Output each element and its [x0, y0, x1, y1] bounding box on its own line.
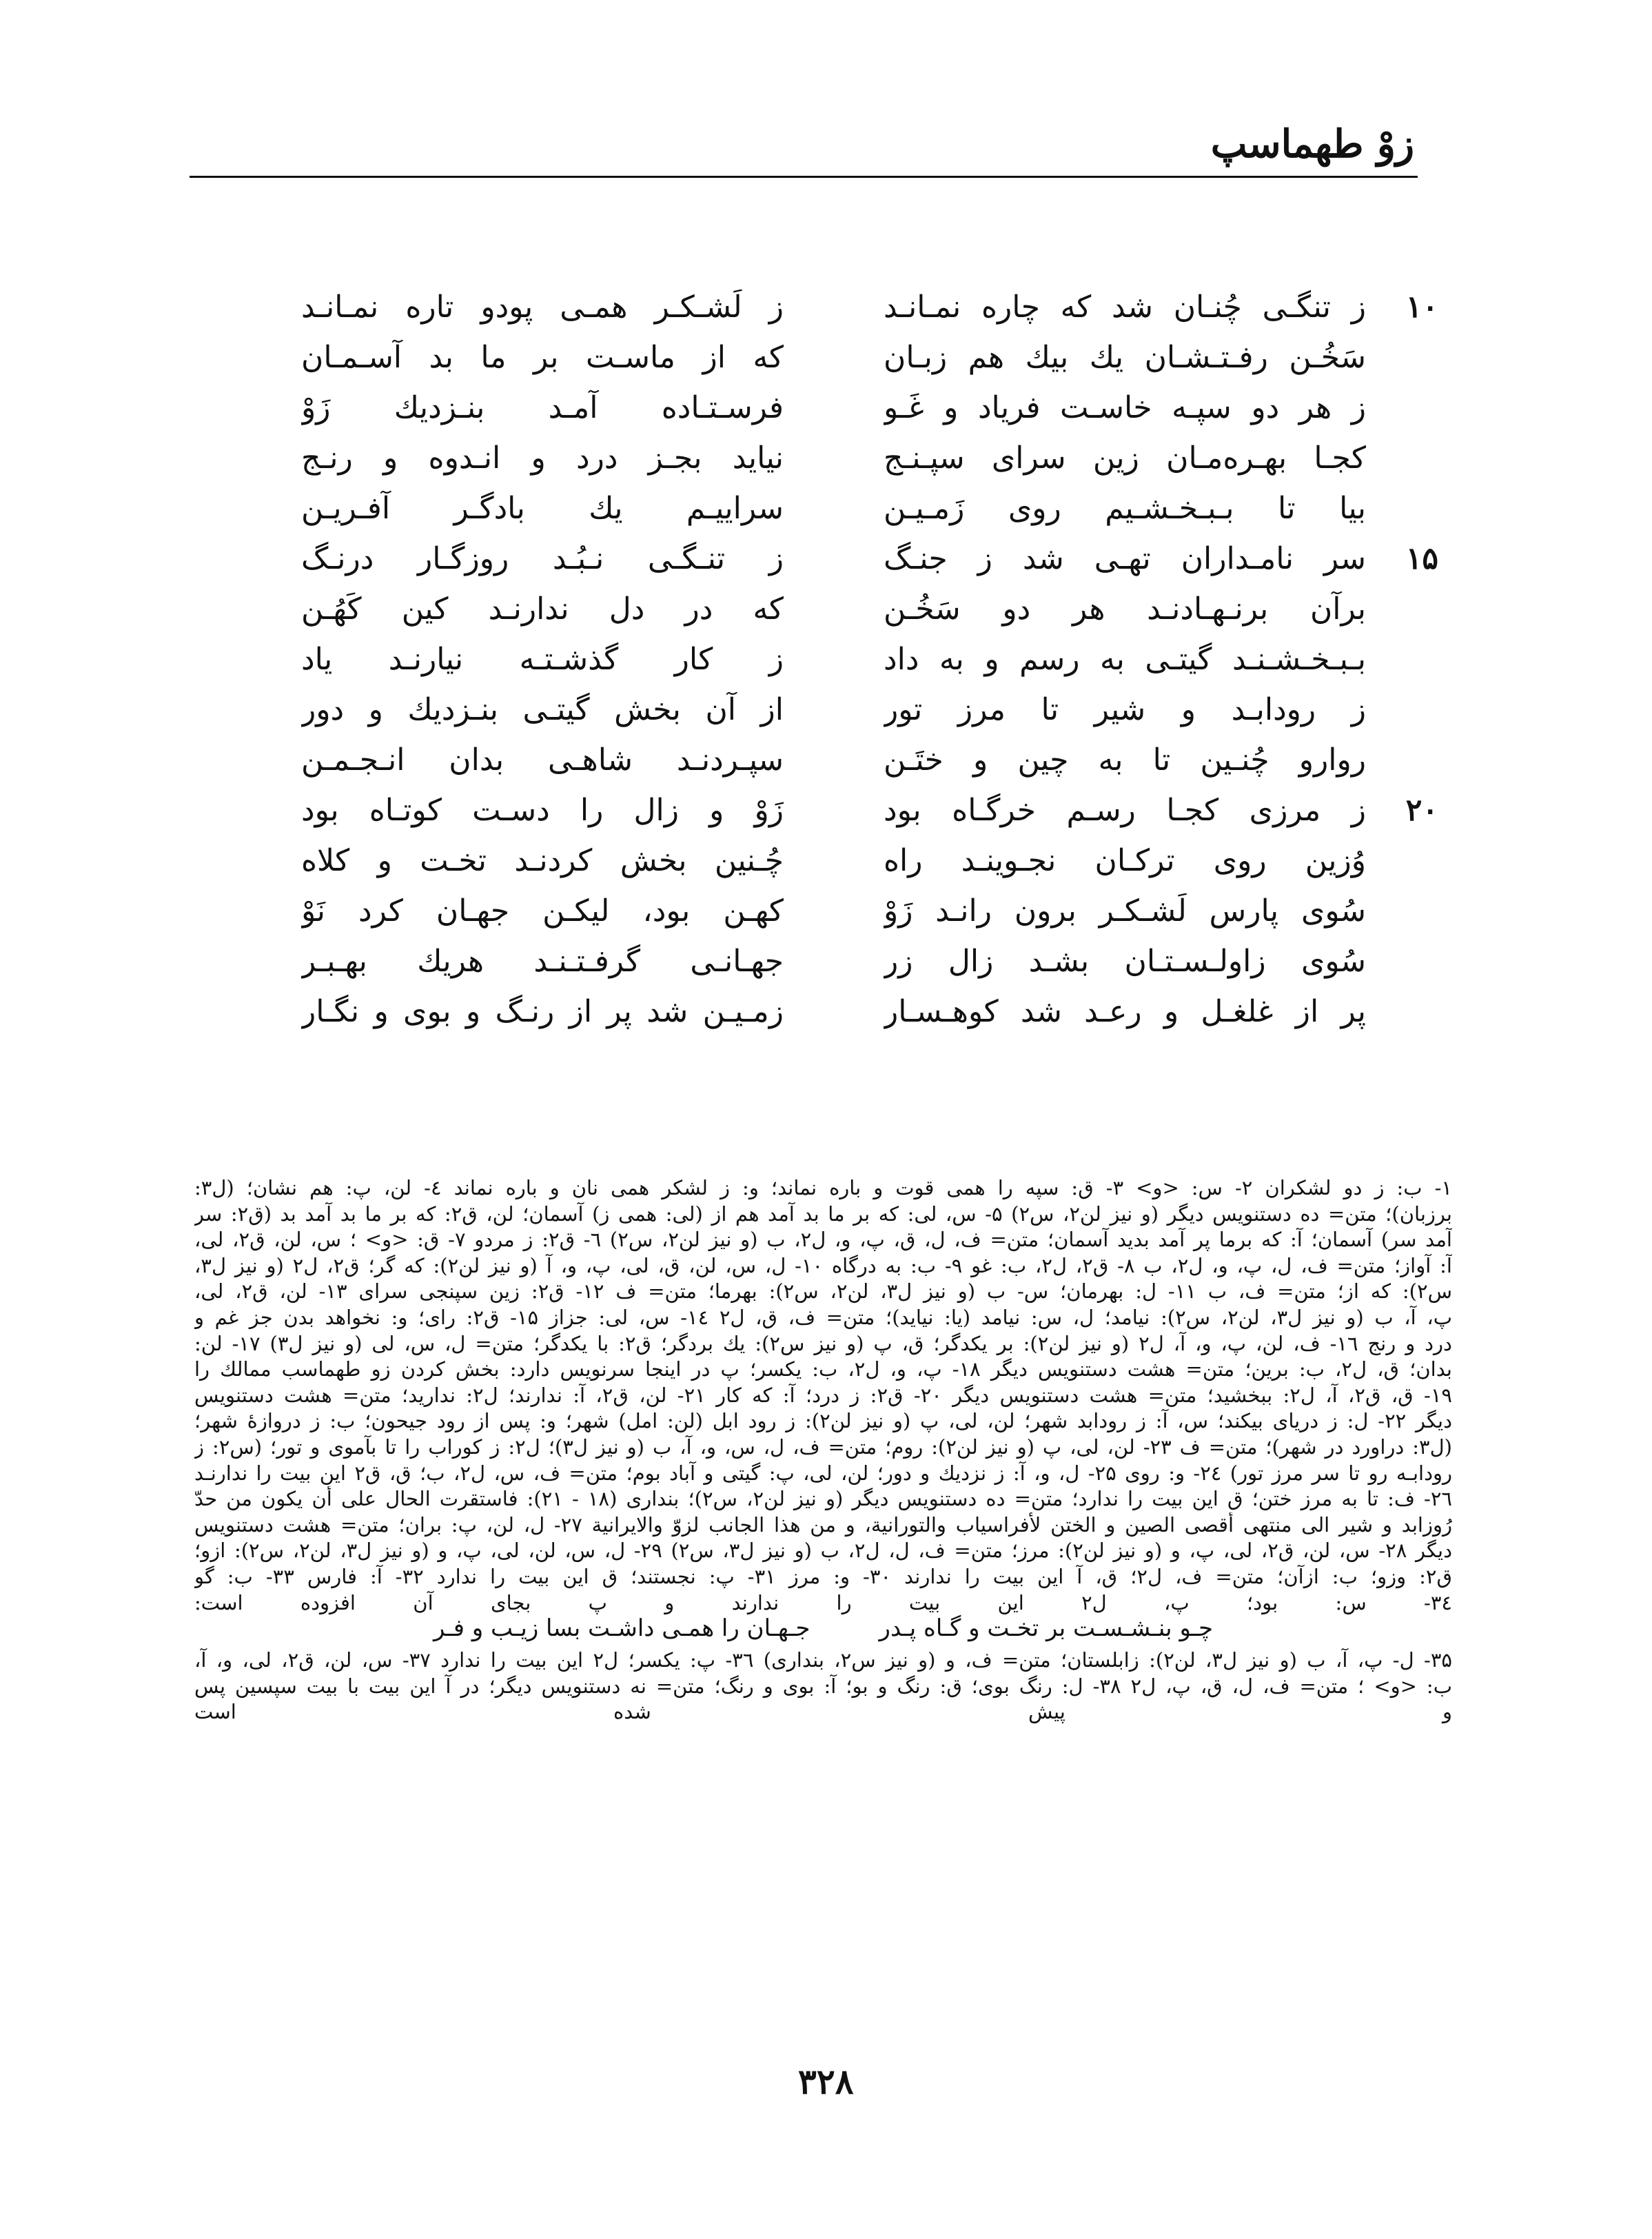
footnote-line: ۳٤- س: بود؛ پ، ل۲ این بیت را ندارند و پ بجای آن افزوده است: — [194, 1590, 1452, 1614]
first-hemistich: ز رودابـد و شیر تا مرز تور — [884, 692, 1366, 727]
second-hemistich: سپـردنـد شاهـی بدان انـجـمـن — [301, 742, 784, 778]
footnote-line: ۳۵- ل- پ، آ، ب (و نیز ل۳، لن۲): زابلستان؛ متن= ف، و (و نیز س۲، بنداری) ۳٦- پ: یکسر؛ ل۲ این بیت را ندارد ۳۷- س، لن، ق۲، لی، و، آ، — [194, 1648, 1452, 1672]
first-hemistich: بیا تا بـبـخـشـیم روی زَمـیـن — [884, 491, 1366, 526]
first-hemistich: پر از غلغـل و رعـد شد کوهـسـار — [884, 994, 1366, 1029]
verse-row — [191, 793, 1445, 843]
verse-row — [191, 491, 1445, 541]
second-hemistich: ز کار گذشـتـه نیارنـد یاد — [301, 642, 784, 677]
footnote-line: ۱۹- ق، ق۲، آ، ل۲: ببخشید؛ متن= هشت دستنویس دیگر ۲۰- ق۲: ز درد؛ آ: که کار ۲۱- لن، ق۲، آ: ندارند؛ ل۲: ندارید؛ متن= هشت دستنویس — [194, 1383, 1452, 1407]
first-hemistich: برآن برنـهـادنـد هر دو سَخُـن — [884, 591, 1366, 627]
quoted-verse — [194, 1616, 1452, 1648]
verse-row — [191, 843, 1445, 893]
second-hemistich: زَوْ و زال را دسـت کوتـاه بود — [301, 793, 784, 828]
verse-number: ۲۰ — [1405, 793, 1438, 828]
second-hemistich: چُـنین بخش کردنـد تخـت و کلاه — [301, 843, 784, 878]
first-hemistich: بـبـخـشـنـد گیتـی به رسم و به داد — [884, 642, 1366, 677]
verse-row — [191, 742, 1445, 793]
first-hemistich: سر نامـداران تهـی شد ز جنـگ — [884, 541, 1366, 576]
verse-row — [191, 642, 1445, 692]
verse-row — [191, 692, 1445, 742]
first-hemistich: سَخُـن رفـتـشـان یك بیك هم زبـان — [884, 340, 1366, 375]
second-hemistich: جهـانـی گرفـتـنـد هریك بهـبـر — [301, 944, 784, 979]
verse-number: ۱۵ — [1405, 541, 1438, 576]
verse-row — [191, 290, 1445, 340]
second-hemistich: ز لَشـکـر همـی پودو تاره نمـانـد — [301, 290, 784, 325]
first-hemistich: کجـا بهـره‌مـان زین سرای سپـنـج — [884, 440, 1366, 476]
second-hemistich: کهـن بود، لیکـن جهـان کرد نَوْ — [301, 893, 784, 929]
footnote-line: س۲): که از؛ متن= ف، ب ۱۱- ل: بهرمان؛ س- ب (و نیز ل۳، لن۲، س۲): بهرما؛ متن= ف ۱۲- ق۲: زین سپنجی سرای ۱۳- لن، ق۲، لی، — [194, 1279, 1452, 1304]
quoted-verse-second: جـهـان را همـی داشـت بسا زیـب و فـر — [434, 1614, 810, 1643]
first-hemistich: وُزین روی ترکـان نجـوینـد راه — [884, 843, 1366, 878]
first-hemistich: ز مرزی کجـا رسـم خرگـاه بود — [884, 793, 1366, 828]
second-hemistich: سراییـم یك بادگـر آفـریـن — [301, 491, 784, 526]
page-number: ۳۲۸ — [798, 2061, 854, 2102]
verse-row — [191, 893, 1445, 944]
second-hemistich: از آن بخش گیتـی بنـزدیك و دور — [301, 692, 784, 727]
footnote-line: آ: آواز؛ متن= ف، ل، پ، و، ل۲، ب ۸- ق۲، ل۲، ب: غو ۹- ب: به درگاه ۱۰- ل، س، لن، ق، لی، پ، و، آ (و نیز لن۲): که گر؛ ق۲، ل۲ (و نیز ل۳، — [194, 1253, 1452, 1277]
footnote-line: بدان؛ ق، ل۲، ب: برین؛ متن= هشت دستنویس دیگر ۱۸- پ، و، ل۲، ب: یکسر؛ پ در اینجا سرنویس دارد: بخش کردن زو طهماسب ممالك را — [194, 1357, 1452, 1381]
footnote-line: پ، آ، ب (و نیز ل۳، لن۲، س۲): نیامد؛ ل، س: نیامد (یا: نیاید)؛ متن= ف، ق، ل۲ ۱٤- س، لی: جزاز ۱۵- ق۲: رای؛ و: نخواهد بدن جز غم و — [194, 1305, 1452, 1329]
footnote-line: دیگر ۲۸- س، لن، ق۲، لی، پ، و (و نیز لن۲): مرز؛ متن= ف، ل، ل۲، ب (و نیز ل۳، س۲) ۲۹- ل، س، لن، لی، پ، و (و نیز ل۳، لن۲، س۲): ازو؛ — [194, 1539, 1452, 1563]
verse-row — [191, 944, 1445, 994]
verse-row — [191, 994, 1445, 1044]
footnote-line: (ل۳: دراورد در شهر)؛ متن= ف ۲۳- لن، لی، پ (و نیز لن۲): روم؛ متن= ف، ل، س، و، آ، ب (و نیز ل۳)؛ ل۲: ز کوراب را تا بآموی و تور؛ (س۲: ز — [194, 1435, 1452, 1459]
footnote-line: ب: <و> ؛ متن= ف، ل، ق، پ، ل۲ ۳۸- ل: رنگ بوی؛ ق: رنگ و بو؛ آ: بوی و رنگ؛ متن= نه دستنویس دیگر؛ در آ این بیت با بیت سپسین پس — [194, 1674, 1452, 1698]
second-hemistich: نیاید بجـز درد و انـدوه و رنـج — [301, 440, 784, 476]
quoted-verse-first: چـو بنـشـسـت بر تخـت و گـاه پـدر — [879, 1614, 1213, 1643]
footnote-line: درد و رنج ۱٦- ف، لن، پ، و، آ، ل۲ (و نیز لن۲): بر یکدگر؛ ق، پ (و نیز س۲): یك بردگر؛ ق۲: با یکدگر؛ متن= ل، س، لی (و نیز ل۳) ۱۷- لن: — [194, 1331, 1452, 1355]
footnote-line: دیگر ۲۲- ل: ز دریای بیکند؛ س، آ: ز رودابد شهر؛ لن، لی، پ (و نیز لن۲): ز رود ابل (لن: امل) شهر؛ و: پس از رود جیحون؛ ب: ز دروازهٔ شهر؛ — [194, 1409, 1452, 1433]
verse-row — [191, 340, 1445, 390]
first-hemistich: ز هر دو سپـه خاسـت فریاد و غَـو — [884, 390, 1366, 425]
footnote-line: رودابـه رو تا سر مرز تور) ۲٤- و: روی ۲۵- ل، و، آ: ز نزدیك و دور؛ لن، لی، پ: گیتی و آباد بوم؛ متن= ف، س، ل۲، ب؛ ق، ق۲ این بیت را ندارنـد — [194, 1461, 1452, 1485]
second-hemistich: زمـیـن شد پر از رنـگ و بوی و نگـار — [301, 994, 784, 1029]
second-hemistich: ز تنـگـی نـبُـد روزگـار درنـگ — [301, 541, 784, 576]
first-hemistich: روارو چُنـین تا به چین و ختَـن — [884, 742, 1366, 778]
first-hemistich: سُوی زاولـسـتـان بشـد زال زر — [884, 944, 1366, 979]
footnote-line: ۲٦- ف: تا به مرز ختن؛ ق این بیت را ندارد؛ متن= ده دستنویس دیگر (و نیز لن۲، س۲)؛ بنداری (۱۸ - ۲۱): فاستقرت الحال علی أن یکون من حدّ — [194, 1487, 1452, 1511]
verse-row — [191, 541, 1445, 591]
second-hemistich: که در دل ندارنـد کین کَهُـن — [301, 591, 784, 627]
verse-section — [191, 290, 1445, 1044]
verse-number: ۱۰ — [1405, 290, 1438, 325]
verse-row — [191, 591, 1445, 642]
first-hemistich: سُوی پارس لَشـکـر برون رانـد زَوْ — [884, 893, 1366, 929]
footnote-line: ق۲: وزو؛ ب: ازآن؛ متن= ف، ل۲؛ ق، آ این بیت را ندارند ۳۰- و: مرز ۳۱- پ: نجستند؛ ق این بیت را ندارد ۳۲- آ: فارس ۳۳- ب: گو — [194, 1564, 1452, 1588]
footnote-line: برزبان)؛ متن= ده دستنویس دیگر (و نیز لن۲، س۲) ۵- س، لی: که بر ما بد آمد هم از (لی: همی ز) آسمان؛ لن، ق۲: که بر ما بد آمد بد (ق۲: سر — [194, 1202, 1452, 1226]
second-hemistich: فرسـتـاده آمـد بنـزدیك زَوْ — [301, 390, 784, 425]
verse-row — [191, 440, 1445, 491]
footnote-line: آمد سر) آسمان؛ آ: که برما پر آمد بدید آسمان؛ متن= ف، ل، ق، پ، و، ل۲، ب (و نیز لن۲، س۲) ٦- ق۲: ز مردو ۷- ق: <و> ؛ س، لن، ق۲، لی، — [194, 1228, 1452, 1252]
footnotes — [194, 1175, 1452, 1725]
verse-row — [191, 390, 1445, 440]
header-rule — [190, 176, 1418, 178]
footnote-line: ۱- ب: ز دو لشکران ۲- س: <و> ۳- ق: سپه را همی قوت و باره نماند؛ و: ز لشکر همی نان و باره نماند ٤- لن، پ: هم نشان؛ (ل۳: — [194, 1176, 1452, 1199]
first-hemistich: ز تنگـی چُنـان شد که چاره نمـانـد — [884, 290, 1366, 325]
second-hemistich: که از ماسـت بر ما بد آسـمـان — [301, 340, 784, 375]
footnote-line: و پیش شده است — [194, 1700, 1452, 1724]
running-title: زوْ طهماسپ — [1210, 121, 1414, 167]
footnote-line: رُوزابد و شیر الی منتهی أقصی الصین و الختن لأفراسیاب والتورانیة، و من هذا الجانب لزوّ والایرانیة ۲۷- ل، لن، پ: بران؛ متن= هشت دستنویس — [194, 1512, 1452, 1537]
